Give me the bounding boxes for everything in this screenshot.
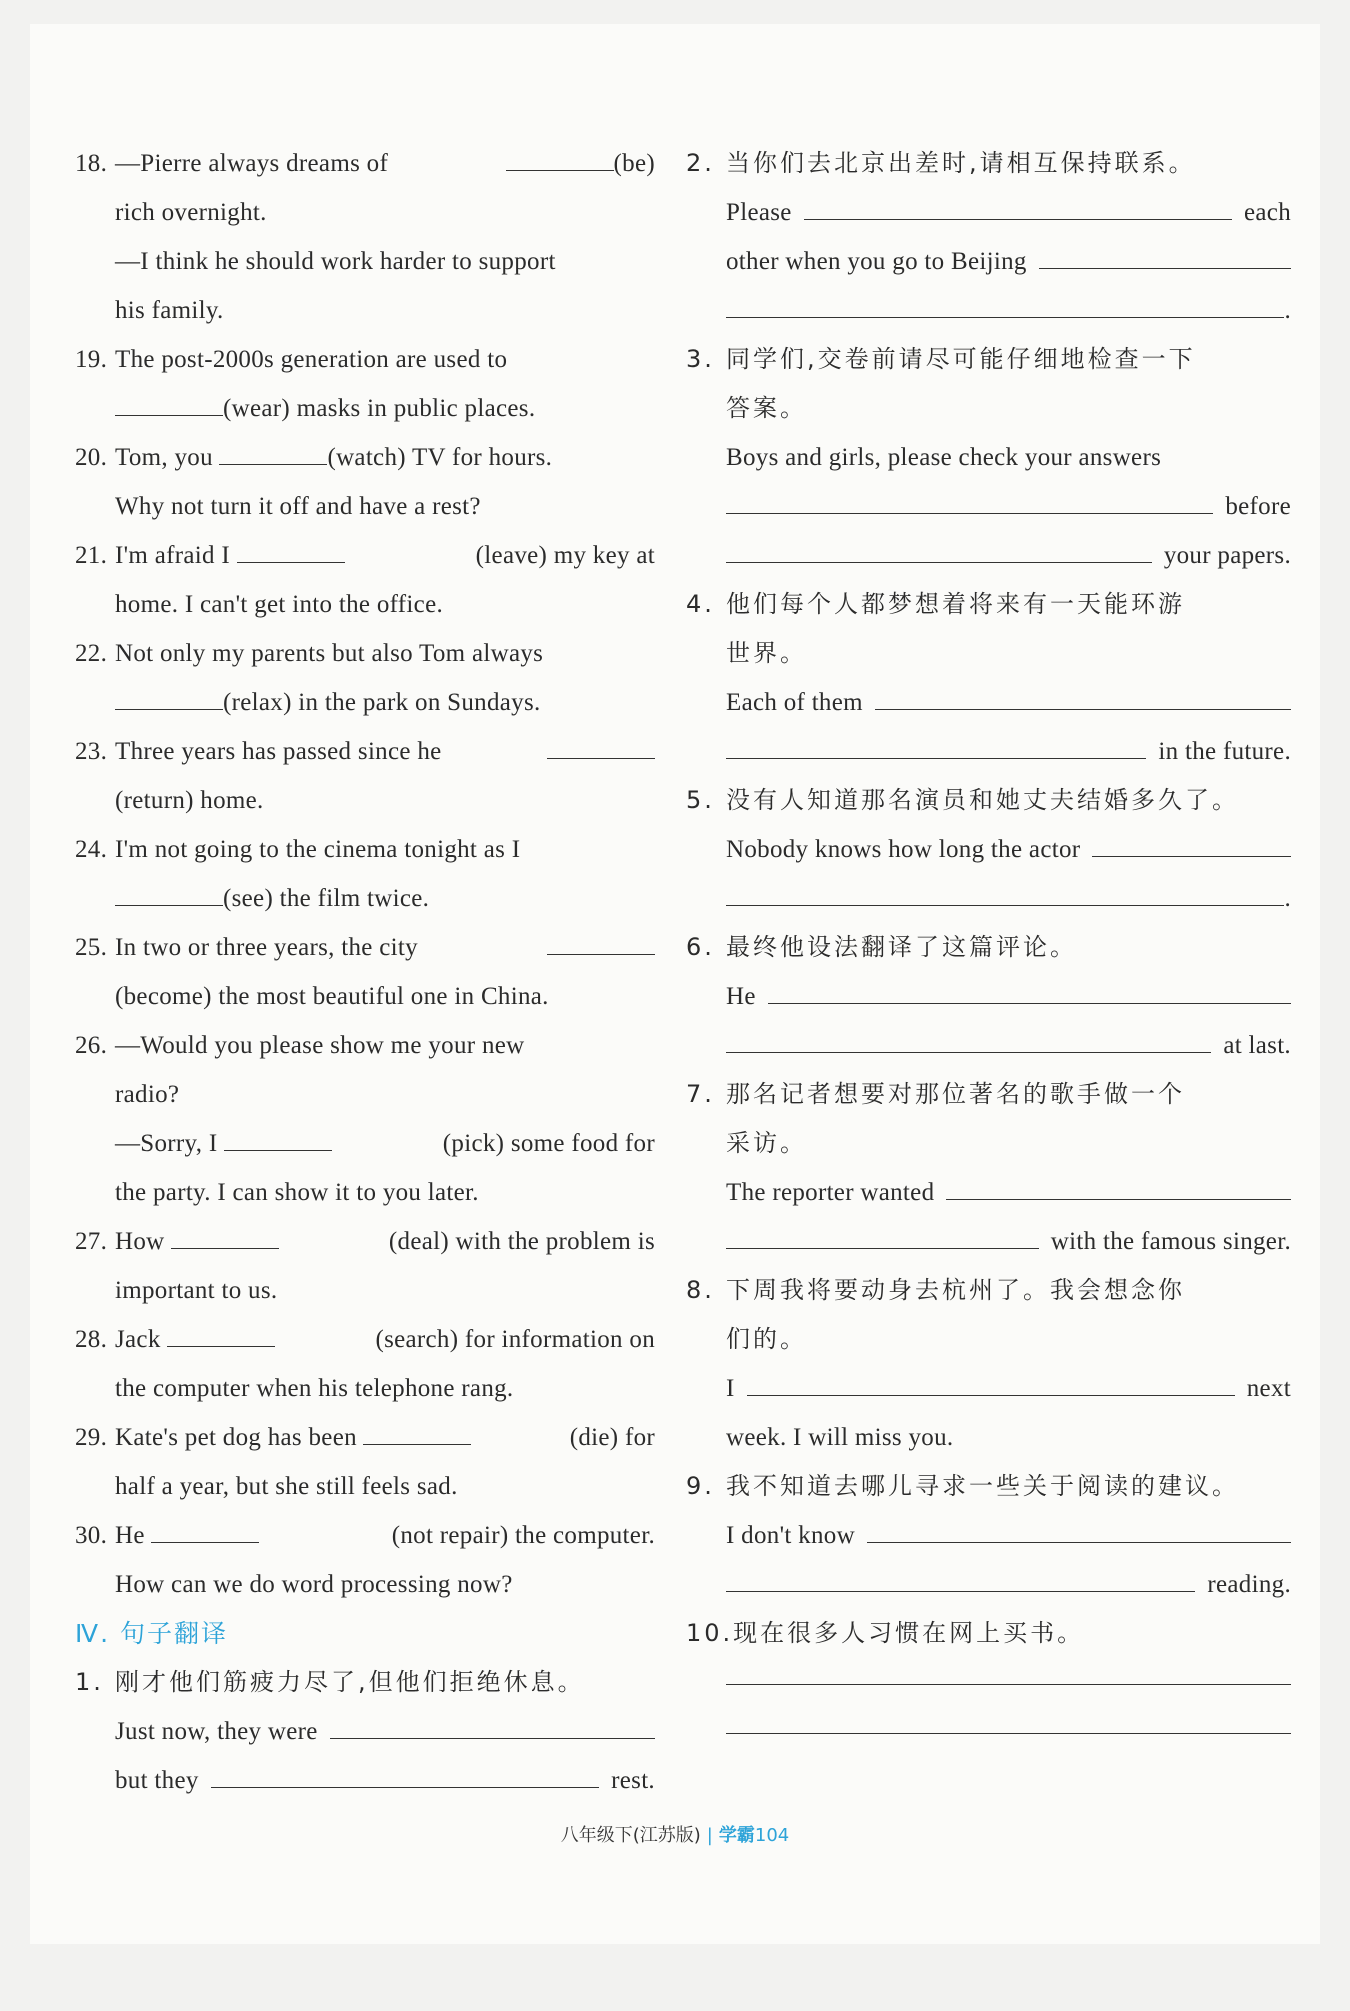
- question-24: 24. I'm not going to the cinema tonight as I: [75, 836, 521, 863]
- translation-4: 4. 他们每个人都梦想着将来有一天能环游: [686, 590, 1185, 618]
- answer-line[interactable]: [726, 1565, 1195, 1592]
- answer-line[interactable]: [726, 536, 1152, 563]
- answer-line[interactable]: [726, 879, 1284, 906]
- question-22: 22. Not only my parents but also Tom always: [75, 640, 544, 667]
- answer-line[interactable]: [946, 1173, 1291, 1200]
- answer-line[interactable]: [747, 1369, 1235, 1396]
- answer-line[interactable]: [726, 1026, 1211, 1053]
- translation-5: 5. 没有人知道那名演员和她丈夫结婚多久了。: [686, 786, 1239, 814]
- answer-blank[interactable]: [115, 685, 223, 710]
- right-column: 2. 当你们去北京出差时,请相互保持联系。 Please each other when you go to Beijing . 3. 同学们,交卷前请尽可能仔细地检查一下 答案。 Boys and girls, please check your answers before your papers. 4. 他们每个人都梦想着将来有一天能环游 世界。 Each of them in the future. 5. 没有人知道那名演员和她丈夫结婚多久了。 Nobody knows how long the actor . 6. 最终他设法翻译了这篇评论。 He at last. 7. 那名记者想要对那位著名的歌手做一个 采访。 The reporter wanted with the famous singer. 8. 下周我将要动身去杭州了。我会想念你 们的。 I next week. I will miss you. 9. 我不知道去哪儿寻求一些关于阅读的建议。 I don't know reading. 10.现在很多人习惯在网上买书。: [686, 139, 1291, 1756]
- answer-blank[interactable]: [237, 538, 345, 563]
- answer-blank[interactable]: [167, 1322, 275, 1347]
- page-footer: 八年级下(江苏版) | 学霸104: [560, 1825, 790, 1846]
- question-28: 28. Jack (search) for information on: [75, 1315, 655, 1364]
- question-26: 26. —Would you please show me your new: [75, 1032, 525, 1059]
- question-20: 20. Tom, you (watch) TV for hours.: [75, 433, 655, 482]
- translation-6: 6. 最终他设法翻译了这篇评论。: [686, 933, 1077, 961]
- answer-line[interactable]: [726, 1222, 1039, 1249]
- answer-line[interactable]: [1092, 830, 1291, 857]
- answer-line[interactable]: [867, 1516, 1291, 1543]
- question-30: 30. He (not repair) the computer.: [75, 1511, 655, 1560]
- answer-blank[interactable]: [506, 146, 614, 171]
- answer-line[interactable]: [726, 1658, 1291, 1685]
- answer-line[interactable]: [726, 732, 1146, 759]
- section-heading: Ⅳ. 句子翻译: [75, 1619, 228, 1648]
- footer-separator: |: [706, 1825, 713, 1846]
- page-number: 104: [754, 1825, 790, 1846]
- question-23: 23. Three years has passed since he: [75, 727, 655, 776]
- translation-8: 8. 下周我将要动身去杭州了。我会想念你: [686, 1276, 1185, 1304]
- left-column: 18. —Pierre always dreams of (be) rich overnight. —I think he should work harder to support his family. 19. The post-2000s generation are used to (wear) masks in public places. 20. Tom, you (watch) TV for hours. Why not turn it off and have a rest? 21. I'm afraid I (leave) my key at home. I can't get into the office. 22. Not only my parents but also Tom always (relax) in the park on Sundays. 23. Three years has passed since he (return) home. 24. I'm not going to the cinema tonight as I (see) the film twice. 25. In two or three years, the city (become) the most beautiful one in China. 26. —Would you please show me your new radio? —Sorry, I (pick) some food for the party. I can show it to you later. 27. How (deal) with the problem is important to us. 28. Jack (search) for information on the computer when his telephone rang. 29. Kate's pet dog has been (die) for half a year, but she still feels sad. 30. He (not repair) the computer. How can we do word processing now? Ⅳ. 句子翻译 1. 刚才他们筋疲力尽了,但他们拒绝休息。 Just now, they were but they rest.: [75, 139, 655, 1805]
- answer-blank[interactable]: [171, 1224, 279, 1249]
- translation-7: 7. 那名记者想要对那位著名的歌手做一个: [686, 1080, 1185, 1108]
- answer-blank[interactable]: [151, 1518, 259, 1543]
- answer-line[interactable]: [726, 487, 1213, 514]
- question-25: 25. In two or three years, the city: [75, 923, 655, 972]
- answer-line[interactable]: [804, 193, 1232, 220]
- answer-line[interactable]: [875, 683, 1291, 710]
- translation-10: 10.现在很多人习惯在网上买书。: [686, 1619, 1085, 1647]
- answer-blank[interactable]: [219, 440, 327, 465]
- answer-line[interactable]: [211, 1761, 600, 1788]
- translation-3: 3. 同学们,交卷前请尽可能仔细地检查一下: [686, 345, 1196, 373]
- answer-blank[interactable]: [224, 1126, 332, 1151]
- answer-blank[interactable]: [115, 881, 223, 906]
- answer-line[interactable]: [1039, 242, 1291, 269]
- answer-line[interactable]: [330, 1712, 655, 1739]
- answer-blank[interactable]: [547, 930, 655, 955]
- answer-line[interactable]: [726, 291, 1284, 318]
- question-27: 27. How (deal) with the problem is: [75, 1217, 655, 1266]
- question-29: 29. Kate's pet dog has been (die) for: [75, 1413, 655, 1462]
- translation-1: 1. 刚才他们筋疲力尽了,但他们拒绝休息。: [75, 1668, 585, 1696]
- translation-9: 9. 我不知道去哪儿寻求一些关于阅读的建议。: [686, 1472, 1239, 1500]
- question-18: 18. —Pierre always dreams of (be): [75, 139, 655, 188]
- answer-line[interactable]: [768, 977, 1291, 1004]
- answer-blank[interactable]: [547, 734, 655, 759]
- answer-blank[interactable]: [363, 1420, 471, 1445]
- worksheet-page: [30, 24, 1320, 1944]
- translation-2: 2. 当你们去北京出差时,请相互保持联系。: [686, 149, 1196, 177]
- question-21: 21. I'm afraid I (leave) my key at: [75, 531, 655, 580]
- answer-line[interactable]: [726, 1707, 1291, 1734]
- question-19: 19. The post-2000s generation are used to: [75, 346, 508, 373]
- answer-blank[interactable]: [115, 391, 223, 416]
